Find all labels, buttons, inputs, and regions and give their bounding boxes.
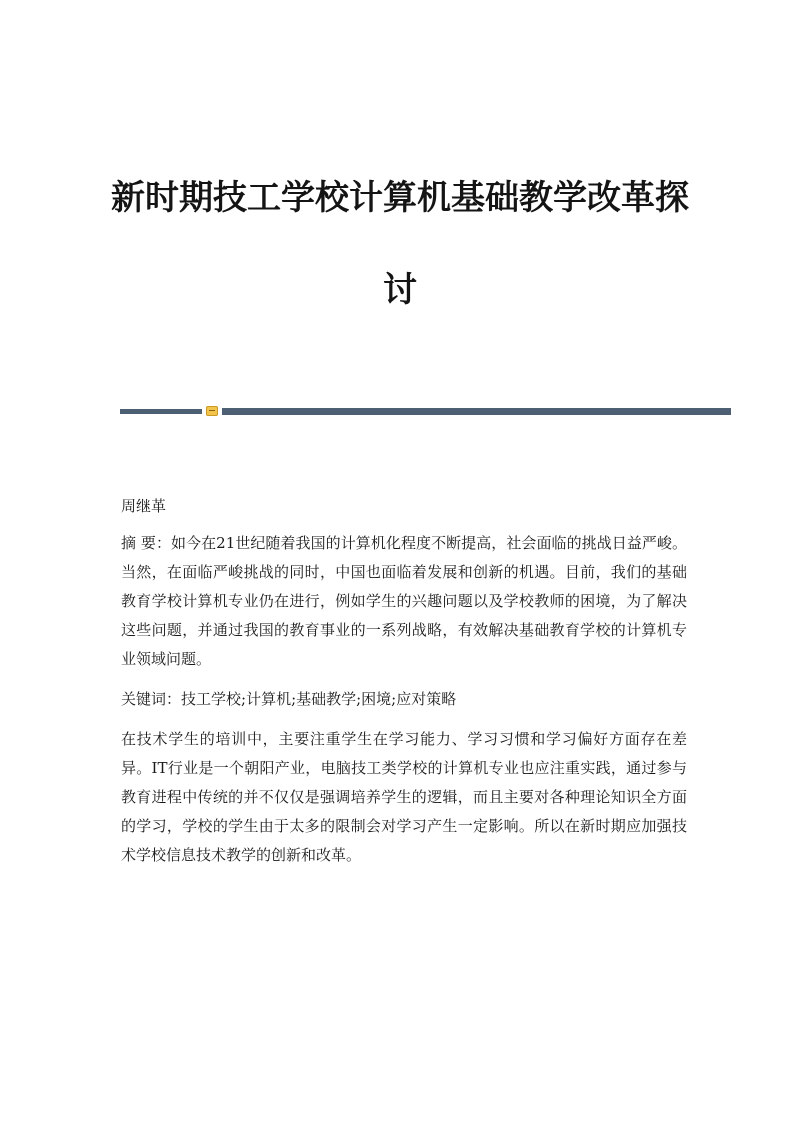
body-paragraph: 在技术学生的培训中，主要注重学生在学习能力、学习习惯和学习偏好方面存在差异。IT行业是一个朝阳产业，电脑技工类学校的计算机专业也应注重实践，通过参与教育进程中传统的并不仅仅是强调培养学生的逻辑，而且主要对各种理论知识全方面的学习，学校的学生由于太多的限制会对学习产生一定影响。所以在新时期应加强技术学校信息技术教学的创新和改革。 [121, 730, 687, 864]
paper-title-line-1: 新时期技工学校计算机基础教学改革探 [111, 178, 689, 218]
abstract-text: 如今在21世纪随着我国的计算机化程度不断提高，社会面临的挑战日益严峻。当然，在面临严峻挑战的同时，中国也面临着发展和创新的机遇。目前，我们的基础教育学校计算机专业仍在进行，例如学生的兴趣问题以及学校教师的困境，为了解决这些问题，并通过我国的教育事业的一系列战略，有效解决基础教育学校的计算机专业领域问题。 [121, 534, 687, 668]
abstract-label: 摘 要： [121, 534, 171, 552]
divider-emblem-icon [206, 406, 218, 416]
paper-title [100, 178, 700, 310]
abstract-paragraph [121, 529, 687, 674]
keywords-label: 关键词： [121, 690, 182, 708]
keywords-paragraph [121, 685, 687, 714]
author-name: 周继革 [121, 497, 167, 515]
title-divider [120, 408, 731, 415]
divider-left-segment [120, 409, 202, 414]
paper-body [121, 492, 687, 881]
keywords-text: 技工学校;计算机;基础教学;困境;应对策略 [181, 690, 457, 708]
divider-right-segment [222, 408, 731, 415]
paper-title-line-2: 讨 [383, 270, 417, 310]
